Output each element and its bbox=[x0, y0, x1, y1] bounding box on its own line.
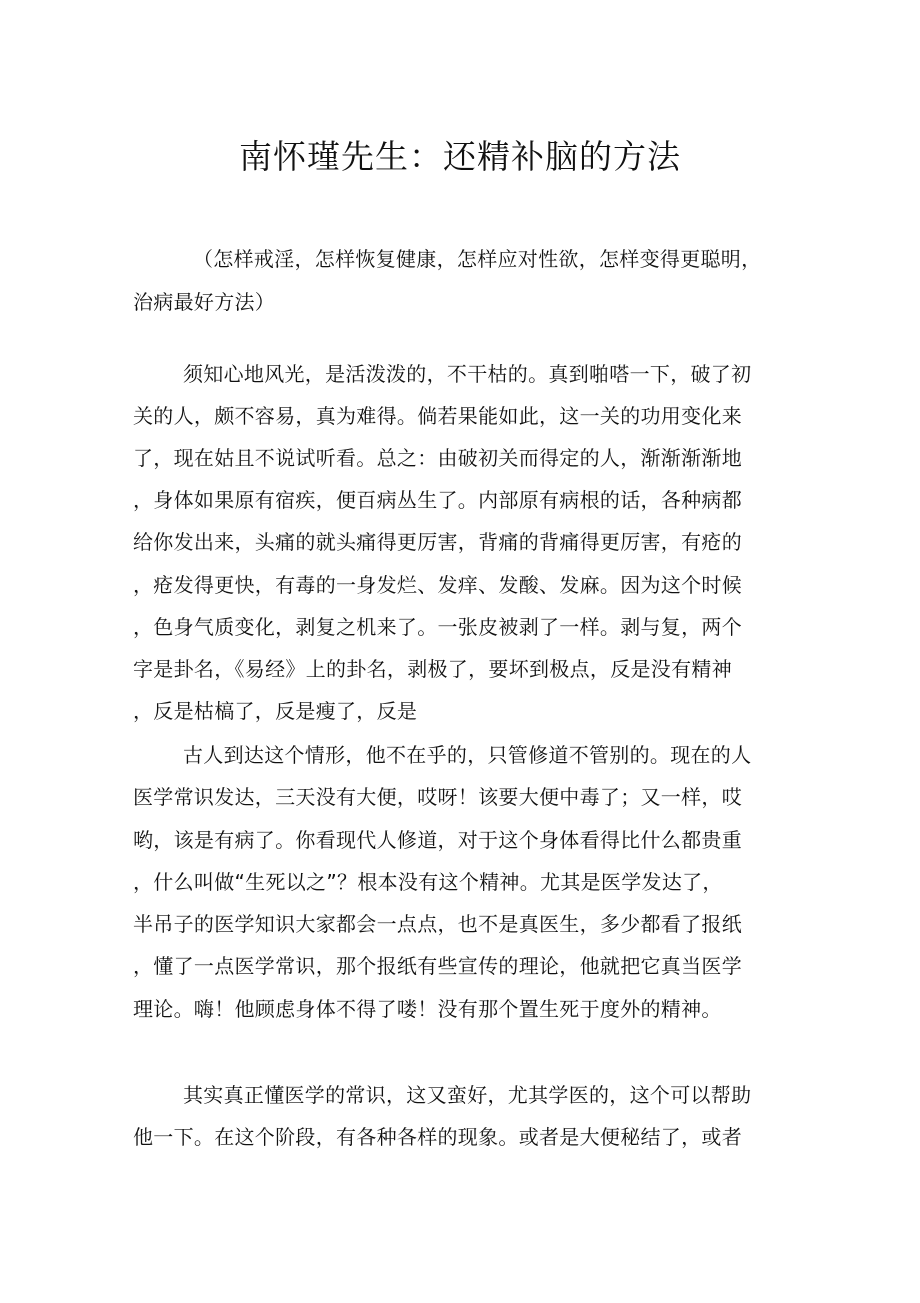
paragraph-1-line: ，疮发得更快，有毒的一身发烂、发痒、发酸、发麻。因为这个时候 bbox=[133, 573, 742, 597]
paragraph-2-line: 医学常识发达，三天没有大便，哎呀！该要大便中毒了；又一样，哎 bbox=[133, 785, 742, 809]
paragraph-3-line: 其实真正懂医学的常识，这又蛮好，尤其学医的，这个可以帮助 bbox=[183, 1083, 752, 1107]
paragraph-3-line: 他一下。在这个阶段，有各种各样的现象。或者是大便秘结了，或者 bbox=[133, 1125, 742, 1149]
subtitle-line: 治病最好方法） bbox=[133, 290, 276, 314]
paragraph-2-line: 半吊子的医学知识大家都会一点点，也不是真医生，多少都看了报纸 bbox=[133, 912, 742, 936]
document-title: 南怀瑾先生：还精补脑的方法 bbox=[239, 137, 681, 176]
paragraph-1-line: 须知心地风光，是活泼泼的，不干枯的。真到啪嗒一下，破了初 bbox=[183, 362, 752, 386]
paragraph-2-line: ，什么叫做“生死以之”？根本没有这个精神。尤其是医学发达了， bbox=[133, 870, 723, 894]
paragraph-2-line: 理论。嗨！他顾虑身体不得了喽！没有那个置生死于度外的精神。 bbox=[133, 997, 722, 1021]
paragraph-1-line: ，色身气质变化，剥复之机来了。一张皮被剥了一样。剥与复，两个 bbox=[133, 615, 742, 639]
paragraph-2-line: ，懂了一点医学常识，那个报纸有些宣传的理论，他就把它真当医学 bbox=[133, 954, 742, 978]
paragraph-2-line: 哟，该是有病了。你看现代人修道，对于这个身体看得比什么都贵重 bbox=[133, 828, 742, 852]
paragraph-1-line: 了，现在姑且不说试听看。总之：由破初关而得定的人，渐渐渐渐地 bbox=[133, 446, 742, 470]
paragraph-1-line: 字是卦名，《易经》上的卦名，剥极了，要坏到极点，反是没有精神 bbox=[133, 657, 732, 681]
paragraph-1-line: ，身体如果原有宿疾，便百病丛生了。内部原有病根的话，各种病都 bbox=[133, 488, 742, 512]
paragraph-1-line: ，反是枯槁了，反是瘦了，反是 bbox=[133, 699, 418, 723]
paragraph-1-line: 给你发出来，头痛的就头痛得更厉害，背痛的背痛得更厉害，有疮的 bbox=[133, 530, 742, 554]
subtitle-line: （怎样戒淫，怎样恢复健康，怎样应对性欲，怎样变得更聪明， bbox=[193, 247, 762, 271]
paragraph-1-line: 关的人，颇不容易，真为难得。倘若果能如此，这一关的功用变化来 bbox=[133, 404, 742, 428]
paragraph-2-line: 古人到达这个情形，他不在乎的，只管修道不管别的。现在的人 bbox=[183, 743, 752, 767]
